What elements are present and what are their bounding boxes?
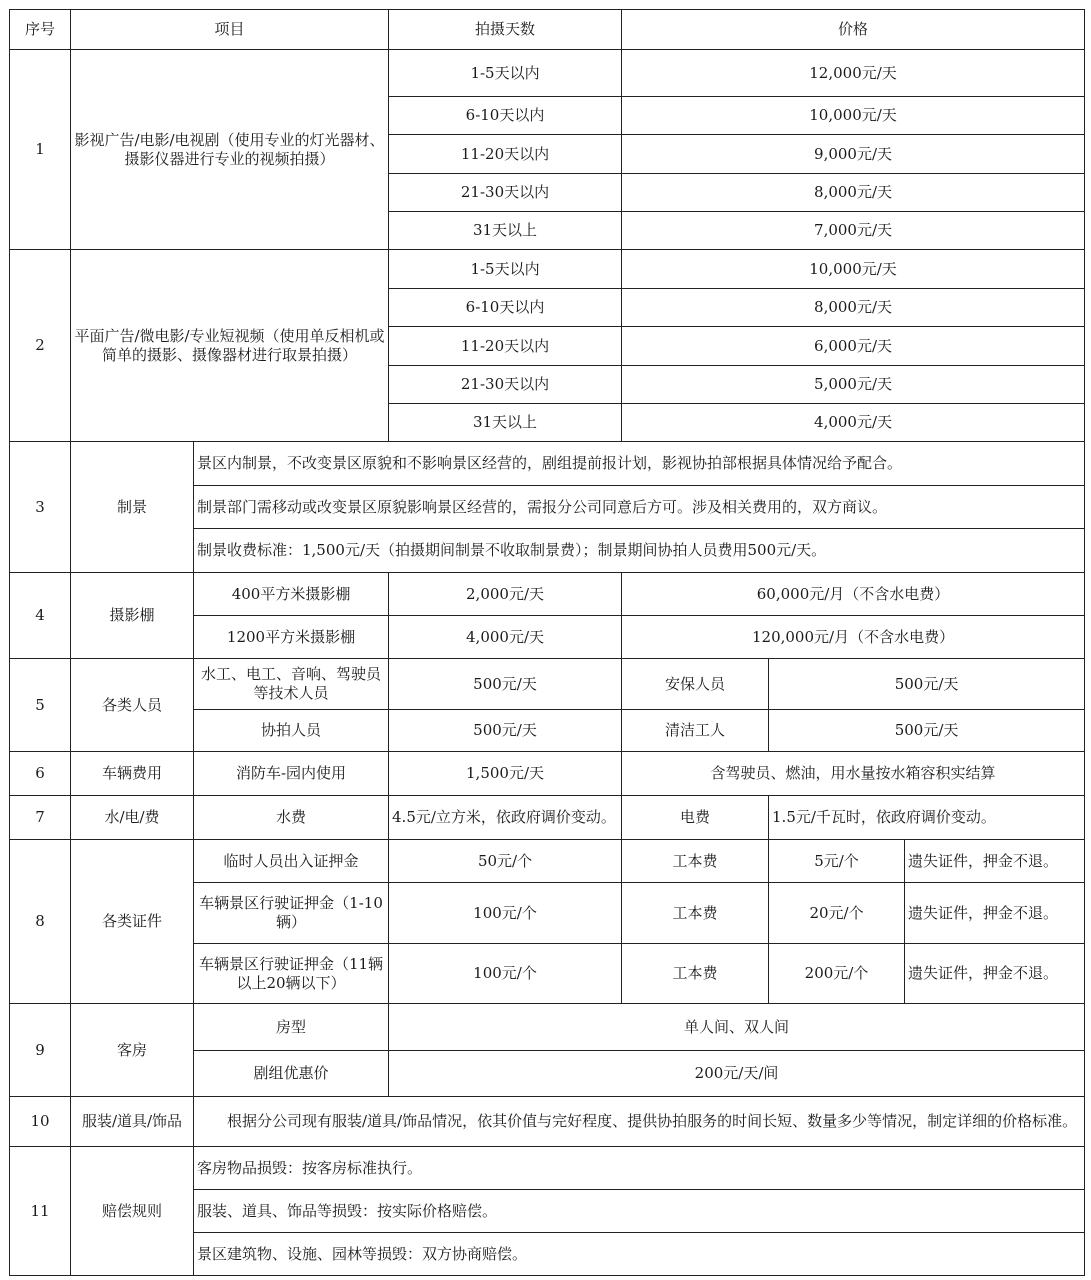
s8-fee-label: 工本费: [622, 883, 769, 944]
s8-deposit: 100元/个: [389, 944, 622, 1004]
header-price: 价格: [622, 10, 1085, 50]
table-row: [10, 1097, 1085, 1147]
s8-fee: 20元/个: [769, 883, 905, 944]
s1-days: 6-10天以内: [389, 97, 622, 135]
s1-seq: 1: [10, 50, 71, 250]
s3-line: 景区内制景，不改变景区原貌和不影响景区经营的，剧组提前报计划，影视协拍部根据具体情况给予配合。: [194, 442, 1085, 486]
s11-label: 赔偿规则: [71, 1147, 194, 1276]
s3-seq: 3: [10, 442, 71, 573]
s8-fee: 200元/个: [769, 944, 905, 1004]
s10-text: 根据分公司现有服装/道具/饰品情况，依其价值与完好程度、提供协拍服务的时间长短、数量多少等情况，制定详细的价格标准。: [194, 1097, 1085, 1147]
s2-price: 6,000元/天: [622, 327, 1085, 366]
s8-note: 遗失证件，押金不退。: [905, 840, 1085, 883]
table-row: [10, 752, 1085, 796]
s8-name: 车辆景区行驶证押金（11辆以上20辆以下）: [194, 944, 389, 1004]
s10-label: 服装/道具/饰品: [71, 1097, 194, 1147]
s8-deposit: 50元/个: [389, 840, 622, 883]
s5-role: 协拍人员: [194, 710, 389, 752]
s5-role: 清洁工人: [622, 710, 769, 752]
s1-price: 9,000元/天: [622, 135, 1085, 174]
s10-seq: 10: [10, 1097, 71, 1147]
s8-label: 各类证件: [71, 840, 194, 1004]
s11-line: 服装、道具、饰品等损毁：按实际价格赔偿。: [194, 1190, 1085, 1233]
s5-role-price: 500元/天: [389, 659, 622, 710]
s2-price: 8,000元/天: [622, 289, 1085, 327]
s2-title: 平面广告/微电影/专业短视频（使用单反相机或简单的摄影、摄像器材进行取景拍摄）: [71, 250, 389, 442]
s9-type-value: 单人间、双人间: [389, 1004, 1085, 1051]
s8-fee: 5元/个: [769, 840, 905, 883]
table-row: [10, 442, 1085, 486]
s4-name: 1200平方米摄影棚: [194, 616, 389, 659]
s6-price: 1,500元/天: [389, 752, 622, 796]
s9-price-value: 200元/天/间: [389, 1051, 1085, 1097]
s4-monthly: 120,000元/月（不含水电费）: [622, 616, 1085, 659]
s5-role-price: 500元/天: [769, 710, 1085, 752]
table-row: [10, 659, 1085, 710]
s4-daily: 2,000元/天: [389, 573, 622, 616]
table-row: [10, 250, 1085, 289]
s7-elec-price: 1.5元/千瓦时，依政府调价变动。: [769, 796, 1085, 840]
s2-price: 4,000元/天: [622, 404, 1085, 442]
s1-price: 8,000元/天: [622, 174, 1085, 212]
s1-days: 11-20天以内: [389, 135, 622, 174]
header-seq: 序号: [10, 10, 71, 50]
s2-seq: 2: [10, 250, 71, 442]
s7-elec: 电费: [622, 796, 769, 840]
s7-label: 水/电/费: [71, 796, 194, 840]
s6-label: 车辆费用: [71, 752, 194, 796]
s2-price: 5,000元/天: [622, 366, 1085, 404]
s9-seq: 9: [10, 1004, 71, 1097]
s1-days: 31天以上: [389, 212, 622, 250]
s3-label: 制景: [71, 442, 194, 573]
s5-label: 各类人员: [71, 659, 194, 752]
s3-line: 制景收费标准：1,500元/天（拍摄期间制景不收取制景费）；制景期间协拍人员费用500元/天。: [194, 529, 1085, 573]
s9-label: 客房: [71, 1004, 194, 1097]
s7-seq: 7: [10, 796, 71, 840]
header-days: 拍摄天数: [389, 10, 622, 50]
s1-title: 影视广告/电影/电视剧（使用专业的灯光器材、摄影仪器进行专业的视频拍摄）: [71, 50, 389, 250]
header-item: 项目: [71, 10, 389, 50]
s11-line: 景区建筑物、设施、园林等损毁：双方协商赔偿。: [194, 1233, 1085, 1276]
s4-name: 400平方米摄影棚: [194, 573, 389, 616]
s8-seq: 8: [10, 840, 71, 1004]
s1-days: 21-30天以内: [389, 174, 622, 212]
table-row: [10, 573, 1085, 616]
s7-water-price: 4.5元/立方米，依政府调价变动。: [389, 796, 622, 840]
s2-days: 6-10天以内: [389, 289, 622, 327]
s6-seq: 6: [10, 752, 71, 796]
s1-days: 1-5天以内: [389, 50, 622, 97]
s6-note: 含驾驶员、燃油，用水量按水箱容积实结算: [622, 752, 1085, 796]
s4-monthly: 60,000元/月（不含水电费）: [622, 573, 1085, 616]
s8-note: 遗失证件，押金不退。: [905, 883, 1085, 944]
s1-price: 7,000元/天: [622, 212, 1085, 250]
s6-name: 消防车-园内使用: [194, 752, 389, 796]
s5-seq: 5: [10, 659, 71, 752]
s2-price: 10,000元/天: [622, 250, 1085, 289]
s8-note: 遗失证件，押金不退。: [905, 944, 1085, 1004]
table-row: [10, 796, 1085, 840]
s4-label: 摄影棚: [71, 573, 194, 659]
s11-line: 客房物品损毁：按客房标准执行。: [194, 1147, 1085, 1190]
price-table: [9, 9, 1085, 1276]
header-row: [10, 10, 1085, 50]
s2-days: 21-30天以内: [389, 366, 622, 404]
s8-name: 临时人员出入证押金: [194, 840, 389, 883]
s5-role: 安保人员: [622, 659, 769, 710]
table-row: [10, 1147, 1085, 1190]
s2-days: 11-20天以内: [389, 327, 622, 366]
table-row: [10, 840, 1085, 883]
s8-deposit: 100元/个: [389, 883, 622, 944]
s1-price: 10,000元/天: [622, 97, 1085, 135]
s8-fee-label: 工本费: [622, 840, 769, 883]
table-row: [10, 1004, 1085, 1051]
s8-fee-label: 工本费: [622, 944, 769, 1004]
s4-seq: 4: [10, 573, 71, 659]
s5-role: 水工、电工、音响、驾驶员等技术人员: [194, 659, 389, 710]
table-row: [10, 50, 1085, 97]
s4-daily: 4,000元/天: [389, 616, 622, 659]
s11-seq: 11: [10, 1147, 71, 1276]
s5-role-price: 500元/天: [389, 710, 622, 752]
s8-name: 车辆景区行驶证押金（1-10辆）: [194, 883, 389, 944]
s1-price: 12,000元/天: [622, 50, 1085, 97]
s3-line: 制景部门需移动或改变景区原貌影响景区经营的，需报分公司同意后方可。涉及相关费用的，双方商议。: [194, 486, 1085, 529]
s5-role-price: 500元/天: [769, 659, 1085, 710]
s2-days: 1-5天以内: [389, 250, 622, 289]
s9-type-label: 房型: [194, 1004, 389, 1051]
s7-water: 水费: [194, 796, 389, 840]
s2-days: 31天以上: [389, 404, 622, 442]
s9-price-label: 剧组优惠价: [194, 1051, 389, 1097]
